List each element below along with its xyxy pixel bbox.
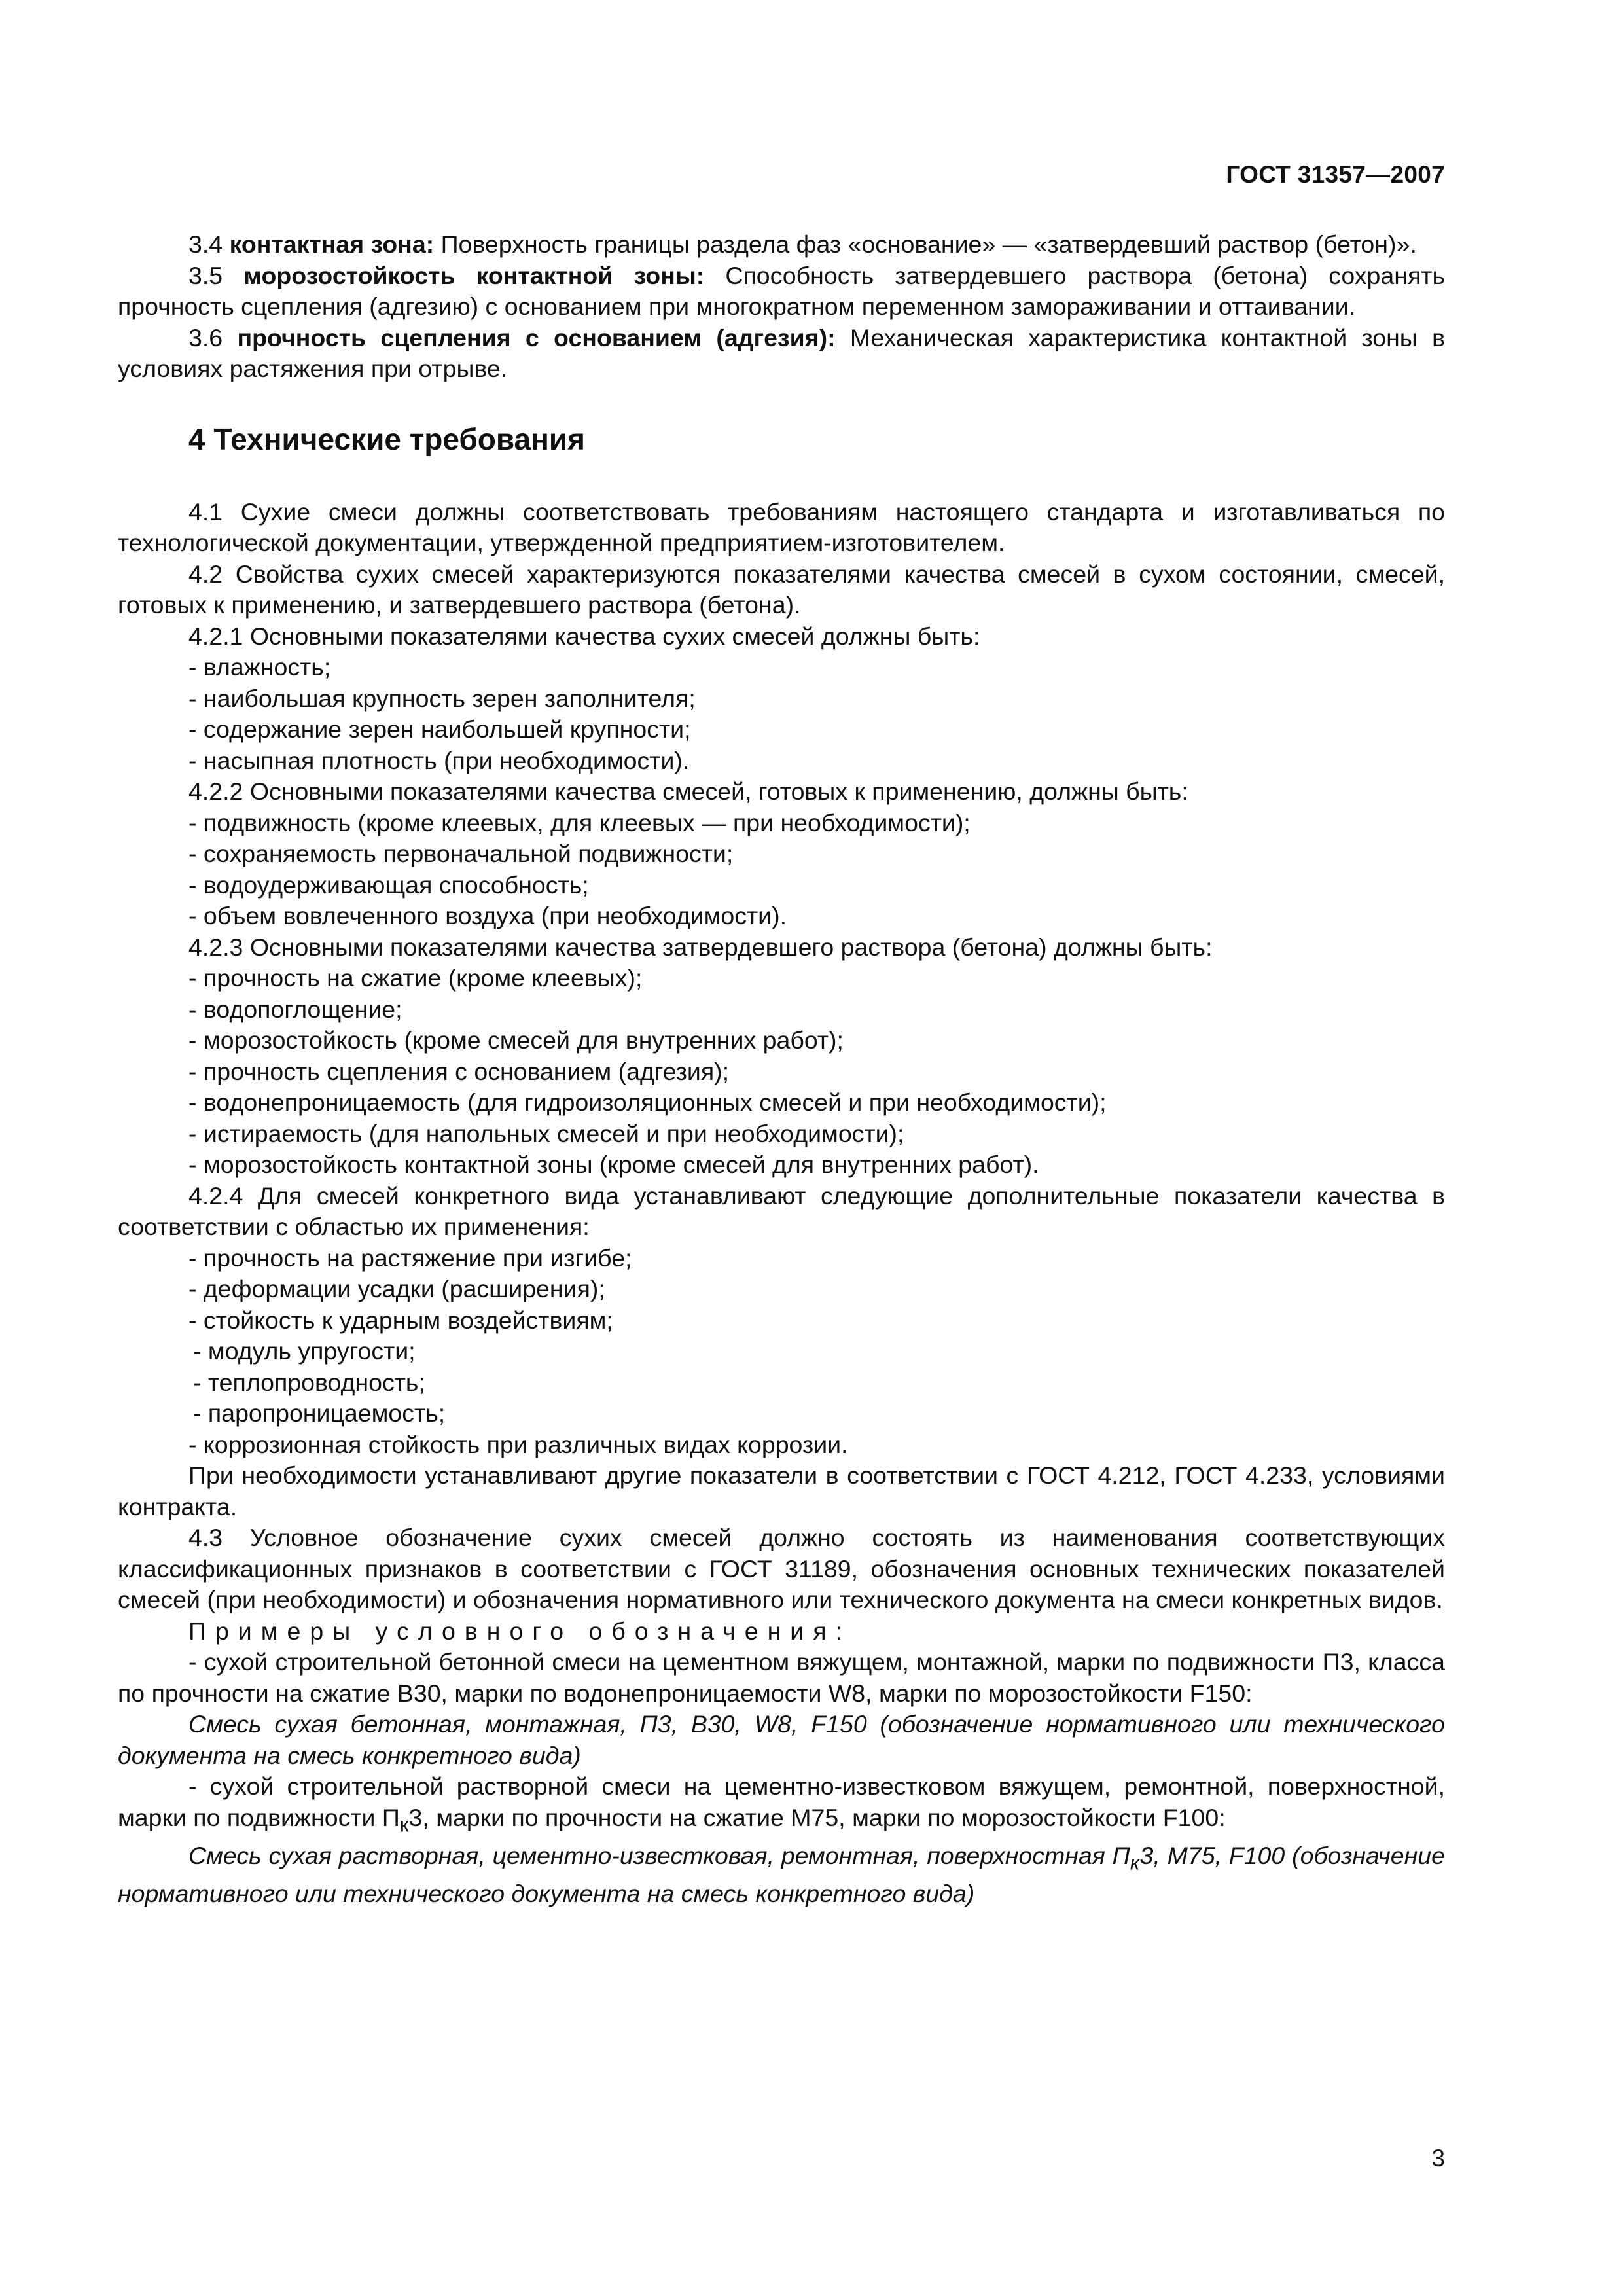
section-heading: 4 Технические требования <box>188 422 585 456</box>
list-item: - прочность сцепления с основанием (адгезия); <box>188 1057 730 1085</box>
definition-3-4 <box>118 229 1445 260</box>
definition-text: Способность затвердевшего раствора (бетона) сохранять прочность сцепления (адгезию) с основанием при многократном переменном замораживании и оттаивании. <box>118 261 1445 320</box>
list-item: - морозостойкость (кроме смесей для внутренних работ); <box>188 1026 844 1054</box>
list-item: - коррозионная стойкость при различных видах коррозии. <box>188 1430 848 1458</box>
list-item: - объем вовлеченного воздуха (при необходимости). <box>188 902 787 929</box>
paragraph-4-1: 4.1 Сухие смеси должны соответствовать требованиям настоящего стандарта и изготавливаться по технологической документации, утвержденной предприятием-изготовителем. <box>118 497 1445 556</box>
paragraph-4-2-4: 4.2.4 Для смесей конкретного вида устанавливают следующие дополнительные показатели качества в соответствии с областью их применения: <box>118 1181 1445 1240</box>
examples-title: Примеры условного обозначения: <box>188 1617 851 1645</box>
list-item: - прочность на сжатие (кроме клеевых); <box>188 964 643 992</box>
list-item: - водонепроницаемость (для гидроизоляционных смесей и при необходимости); <box>188 1088 1107 1116</box>
list-item: - содержание зерен наибольшей крупности; <box>188 715 691 743</box>
example-1-description: - сухой строительной бетонной смеси на цементном вяжущем, монтажной, марки по подвижности П3, класса по прочности на сжатие В30, марки по водонепроницаемости W8, марки по морозостойкости F150: <box>118 1648 1445 1707</box>
list-item: - модуль упругости; <box>193 1337 416 1365</box>
definition-3-6 <box>118 323 1445 385</box>
paragraph-4-2-2: 4.2.2 Основными показателями качества смесей, готовых к применению, должны быть: <box>188 778 1188 805</box>
list-item: - подвижность (кроме клеевых, для клеевых — при необходимости); <box>188 808 971 836</box>
list-item: - насыпная плотность (при необходимости). <box>188 746 690 774</box>
paragraph-4-2-3: 4.2.3 Основными показателями качества затвердевшего раствора (бетона) должны быть: <box>188 933 1213 961</box>
list-item: - водоудерживающая способность; <box>188 870 589 899</box>
definition-term: морозостойкость контактной зоны: <box>243 261 705 289</box>
paragraph-4-3: 4.3 Условное обозначение сухих смесей должно состоять из наименования соответствующих классификационных признаков в соответствии с ГОСТ 31189, обозначения основных технических показателей смесей (при необходимости) и обозначения нормативного или технического документа на смеси конкретных видов. <box>118 1524 1445 1613</box>
definition-text: Поверхность границы раздела фаз «основание» — «затвердевший раствор (бетон)». <box>440 230 1417 258</box>
list-item: - истираемость (для напольных смесей и при необходимости); <box>188 1119 904 1147</box>
example-1-designation: Смесь сухая бетонная, монтажная, П3, В30, W8, F150 (обозначение нормативного или технического документа на смесь конкретного вида) <box>118 1710 1445 1769</box>
list-item: - сохраняемость первоначальной подвижности; <box>188 840 734 867</box>
list-item: - морозостойкость контактной зоны (кроме смесей для внутренних работ). <box>188 1151 1039 1178</box>
page-number: 3 <box>1431 2145 1445 2172</box>
example-2-designation: Смесь сухая растворная, цементно-известковая, ремонтная, поверхностная $П_к3$, М75, F100 (обозначение нормативного или технического документа на смесь конкретного вида) <box>118 1841 1445 1907</box>
definition-number: 3.5 <box>188 261 223 289</box>
definition-term: прочность сцепления с основанием (адгезия): <box>237 323 836 351</box>
paragraph-4-2: 4.2 Свойства сухих смесей характеризуются показателями качества смесей в сухом состоянии, смесей, готовых к применению, и затвердевшего раствора (бетона). <box>118 560 1445 619</box>
example-2-description: - сухой строительной растворной смеси на цементно-известковом вяжущем, ремонтной, поверхностной, марки по подвижности $П_к3$, марки по прочности на сжатие М75, марки по морозостойкости F100: <box>118 1772 1445 1836</box>
list-item: - наибольшая крупность зерен заполнителя; <box>188 684 696 712</box>
paragraph-other-indicators: При необходимости устанавливают другие показатели в соответствии с ГОСТ 4.212, ГОСТ 4.233, условиями контракта. <box>118 1462 1445 1520</box>
list-item: - паропроницаемость; <box>193 1399 446 1427</box>
definition-number: 3.4 <box>188 230 223 258</box>
list-item: - деформации усадки (расширения); <box>188 1275 605 1302</box>
definition-number: 3.6 <box>188 323 223 351</box>
paragraph-4-2-1: 4.2.1 Основными показателями качества сухих смесей должны быть: <box>188 622 980 650</box>
list-item: - теплопроводность; <box>193 1368 425 1396</box>
list-item: - водопоглощение; <box>188 995 402 1023</box>
definition-text: Механическая характеристика контактной зоны в условиях растяжения при отрыве. <box>118 323 1445 382</box>
definition-term: контактная зона: <box>229 230 435 258</box>
list-item: - стойкость к ударным воздействиям; <box>188 1306 613 1334</box>
page-body <box>118 229 1445 1909</box>
list-item: - прочность на растяжение при изгибе; <box>188 1244 632 1272</box>
document-header: ГОСТ 31357—2007 <box>1226 161 1445 188</box>
list-item: - влажность; <box>188 653 331 681</box>
definition-3-5 <box>118 260 1445 323</box>
